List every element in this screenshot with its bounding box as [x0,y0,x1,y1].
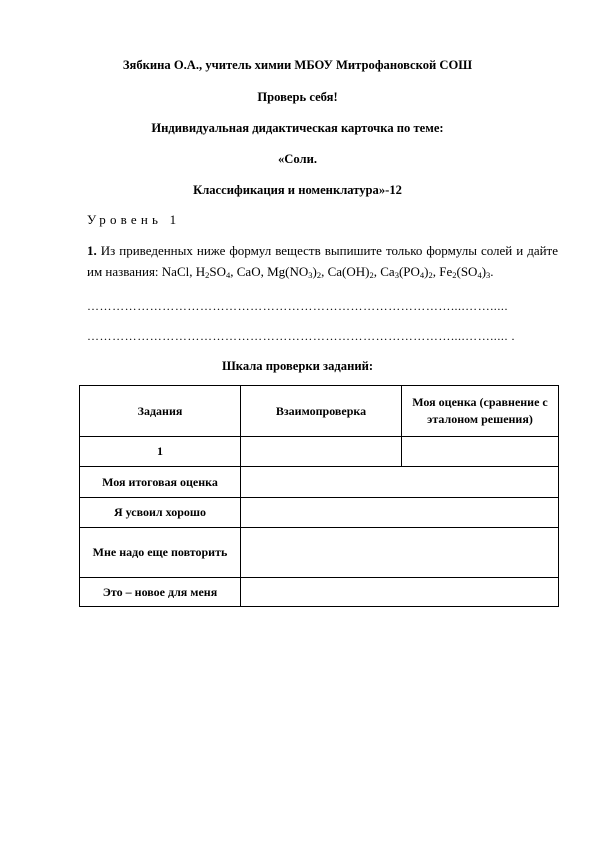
task-number: 1. [87,243,97,258]
table-row [80,578,559,607]
task-text: Из приведенных ниже формул веществ выпишите только формулы солей и дайте им названия: [87,243,558,279]
final-grade-cell[interactable] [241,467,559,498]
topic-line-1: «Соли. [278,152,317,166]
scale-title: Шкала проверки заданий: [221,359,374,373]
task-1 [87,241,558,282]
topic-line-2: Классификация и номенклатура»-12 [193,183,402,197]
table-row [80,437,559,467]
table-row [80,498,559,528]
level-label: Уровень 1 [87,212,181,227]
card-title: Индивидуальная дидактическая карточка по теме: [151,121,444,135]
header-peer-check: Взаимопроверка [241,386,402,437]
header-tasks: Задания [80,386,241,437]
table-row [80,528,559,578]
table-row [80,467,559,498]
check-heading: Проверь себя! [257,90,338,104]
header-my-grade: Моя оценка (сравнение с эталоном решения) [402,386,559,437]
row-label-final-grade: Моя итоговая оценка [80,467,241,498]
answer-line-2[interactable]: ……………………………………………………………………………....……..... . [87,329,516,343]
peer-check-cell[interactable] [241,437,402,467]
learned-well-cell[interactable] [241,498,559,528]
row-label-new-for-me: Это – новое для меня [80,578,241,607]
formula-list: NaCl, $H_2SO_4$, CaO, $Mg(NO_3)_2$, $Ca(OH)_2$, $Ca_3(PO_4)_2$, $Fe_2(SO_4)_3$. [161,263,494,280]
row-label-learned-well: Я усвоил хорошо [80,498,241,528]
my-grade-cell[interactable] [402,437,559,467]
table-header-row [80,386,559,437]
author-line: Зябкина О.А., учитель химии МБОУ Митрофановской СОШ [122,58,473,72]
new-for-me-cell[interactable] [241,578,559,607]
row-label-need-repeat: Мне надо еще повторить [80,528,241,578]
answer-line-1[interactable]: ……………………………………………………………………………....……..... [87,299,508,313]
task-number-cell: 1 [80,437,241,467]
need-repeat-cell[interactable] [241,528,559,578]
grading-table [79,385,559,607]
